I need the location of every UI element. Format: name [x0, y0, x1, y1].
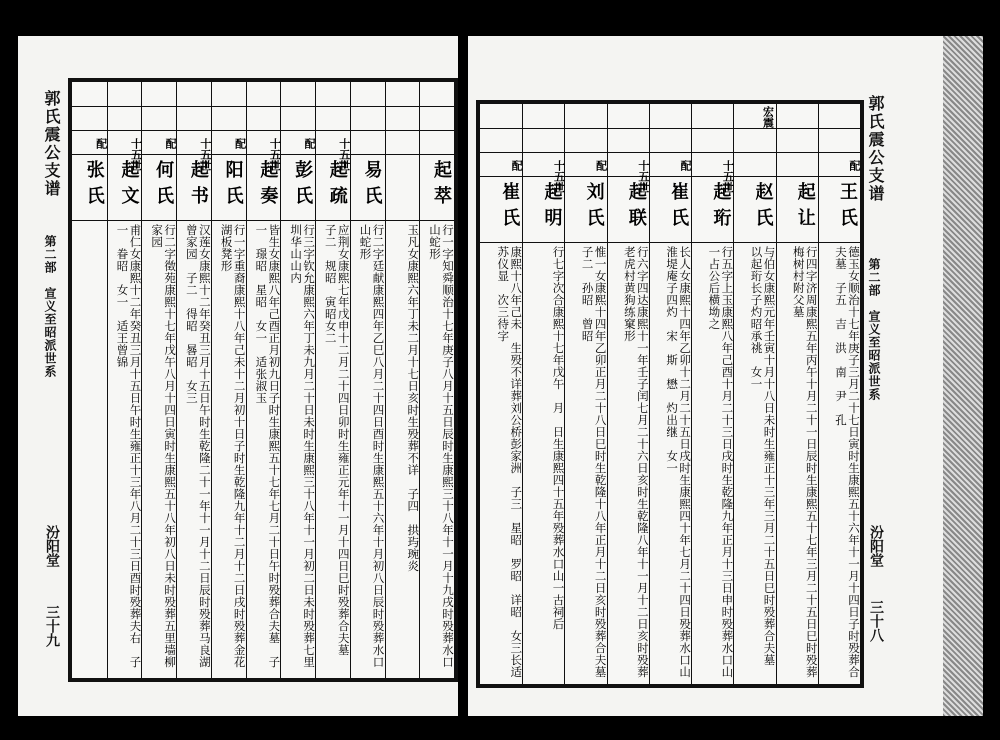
genealogy-column [564, 104, 608, 690]
generation-marker: 配 [510, 160, 524, 171]
genealogy-column [211, 82, 246, 678]
generation-marker: 十五世 [636, 160, 650, 193]
book-edge [943, 36, 983, 716]
person-name: 起疏 [326, 160, 348, 212]
person-name: 起明 [541, 182, 563, 234]
biography-text: 汉莲女康熙十二年癸丑三月十五日午时生乾隆二十一年十一月十二日辰时殁葬马良湖曾家园 子二 得昭 晷昭 女三 [184, 224, 212, 668]
person-name: 王氏 [836, 182, 858, 234]
genealogy-column [246, 82, 281, 678]
right-page-number: 三十八 [868, 600, 884, 642]
person-name: 何氏 [153, 160, 175, 212]
genealogy-column [649, 104, 691, 684]
generation-marker: 十五世 [198, 138, 212, 171]
right-hall-name: 汾阳堂 [868, 525, 884, 567]
right-genealogy-table [476, 100, 864, 688]
biography-text: 行一字知舜顺治十七年庚子八月十五日辰时生康熙三十八年十一月十九戌时殁葬水口山蛇形 [427, 224, 455, 668]
biography-text: 行二字徵苑康熙十七年戊午八月十四日寅时生康熙五十八年初八日未时殁葬五里墙柳家园 [150, 224, 178, 668]
right-book-title: 郭氏震公支谱 [866, 95, 885, 203]
generation-marker: 配 [94, 138, 108, 149]
biography-text: 行二字廷献康熙四年乙巳八月二十四日酉时生康熙五十六年十月初八日辰时殁葬水口山蛇形 [358, 224, 386, 668]
genealogy-column [733, 104, 775, 684]
right-section-title: 第二部 宣义至昭派世系 [867, 258, 881, 401]
generation-marker: 十五世 [552, 160, 566, 193]
left-hall-name: 汾阳堂 [44, 525, 60, 567]
biography-text: 康熙十八年己未 生殁不详葬刘公桥彭家洲 子三 星昭 罗昭 详昭 女三长适苏仪显 次三待字 [496, 246, 524, 678]
person-name: 起奏 [257, 160, 279, 212]
generation-marker: 十五世 [268, 138, 282, 171]
person-name: 彭氏 [292, 160, 314, 212]
left-book-title: 郭氏震公支谱 [42, 90, 61, 198]
biography-text: 惟一女康熙十四年乙卯正月二十八日巳时生乾隆十八年正月十二日亥时殁葬合夫墓 子二 孙昭 曾昭 [580, 246, 608, 690]
person-name: 赵氏 [752, 182, 774, 234]
biography-text [72, 224, 107, 674]
generation-marker: 配 [847, 160, 861, 171]
genealogy-column [385, 82, 420, 678]
biography-text: 行三字钦允康熙六年丁未九月二十日未时生康熙三十八年十一月初二日未时殁葬七里圳华山山内 [289, 224, 317, 668]
genealogy-column [107, 82, 142, 678]
biography-text: 行一字重裔康熙十八年己未十二月初十日子时生乾隆九年十二月十二日戌时殁葬金花湖板凳形 [219, 224, 247, 668]
biography-text: 玉凡女康熙六年丁未二月十七日亥时生殁葬不详 子四 拱玙琬炎 [406, 224, 421, 572]
column-header: 宏震 [761, 106, 775, 128]
person-name: 起让 [794, 182, 816, 234]
generation-marker: 十五世 [129, 138, 143, 171]
person-name: 起萃 [430, 160, 452, 212]
generation-marker: 配 [679, 160, 693, 171]
generation-marker: 十五世 [721, 160, 735, 193]
biography-text: 行四字济周康熙五年丙午十月二十一日辰时生康熙五十七年三月二十五日巳时殁葬梅树村附父墓 [791, 246, 819, 678]
person-name: 易氏 [361, 160, 383, 212]
genealogy-column [818, 104, 860, 684]
person-name: 张氏 [83, 160, 105, 212]
genealogy-column [176, 82, 211, 678]
left-genealogy-table [68, 78, 458, 682]
biography-text: 与伯女康熙元年壬寅十月十八日未时生雍正十三年三月二十五日巳时殁葬合夫墓 以起珩长子灼昭承祧 女一 [749, 246, 777, 678]
genealogy-column [280, 82, 315, 678]
left-page-number: 三十九 [44, 605, 60, 647]
genealogy-column [776, 104, 818, 684]
biography-text: 皆生女康熙八年己酉正月初九日子时生康熙五十七年七月二十日午时殁葬合夫墓 子一 璟昭 星昭 女一 适张淑玉 [254, 224, 282, 668]
generation-marker: 配 [164, 138, 178, 149]
genealogy-column [419, 82, 454, 678]
genealogy-column [350, 82, 385, 678]
biography-text: 甫仁女康熙十二年癸丑三月十五日午时生雍正十三年八月二十三日酉时殁葬夫右 子一 眷昭 女一 适王曾锦 [115, 224, 143, 668]
person-name: 崔氏 [499, 182, 521, 234]
genealogy-column [522, 104, 564, 684]
generation-marker: 十五世 [337, 138, 351, 171]
generation-marker: 配 [233, 138, 247, 149]
person-name: 起书 [187, 160, 209, 212]
genealogy-column [72, 82, 107, 678]
left-section-title: 第二部 宣义至昭派世系 [43, 235, 57, 378]
biography-text: 行七字次合康熙十七年戊午 月 日生康熙四十五年殁葬水口山一古祠后 [551, 246, 566, 630]
generation-marker: 配 [594, 160, 608, 171]
genealogy-column [315, 82, 350, 678]
biography-text: 德玉女顺治十七年庚子三月二十七日寅时生康熙五十六年十一月十四日子时殁葬合夫墓 子五 吉 洪 南 尹 孔 [833, 246, 861, 678]
biography-text: 长人女康熙十四年乙卯十二月二十五日戌时生康熙四十年七月二十四日殁葬水口山淮堤庵子四灼 宋 斯 懋 灼出继 女一 [665, 246, 693, 678]
biography-text: 行六字四达康熙十一年壬子闰七月二十六日亥时生乾隆八年十一月十二日亥时殁葬老虎村黄狗练窠形 [622, 246, 650, 678]
person-name: 刘氏 [583, 182, 605, 234]
genealogy-column [141, 82, 176, 678]
person-name: 起联 [625, 182, 647, 234]
person-name: 起珩 [710, 182, 732, 234]
biography-text: 行五字上玉康熙八年己酉十月二十三日戌时生乾隆九年正月十三日申时殁葬水口山一占公后横坳之 [707, 246, 735, 678]
genealogy-column [607, 104, 649, 684]
generation-marker: 配 [303, 138, 317, 149]
person-name: 崔氏 [668, 182, 690, 234]
column-rule [107, 82, 108, 678]
person-name: 阳氏 [222, 160, 244, 212]
genealogy-column [480, 104, 522, 684]
biography-text: 应荆女康熙七年戊申十二月二十四日卯时生雍正元年十一月十四日巳时殁葬合夫墓 子二 规昭 寅昭女二 [323, 224, 351, 668]
person-name: 起文 [118, 160, 140, 212]
genealogy-column [691, 104, 733, 684]
